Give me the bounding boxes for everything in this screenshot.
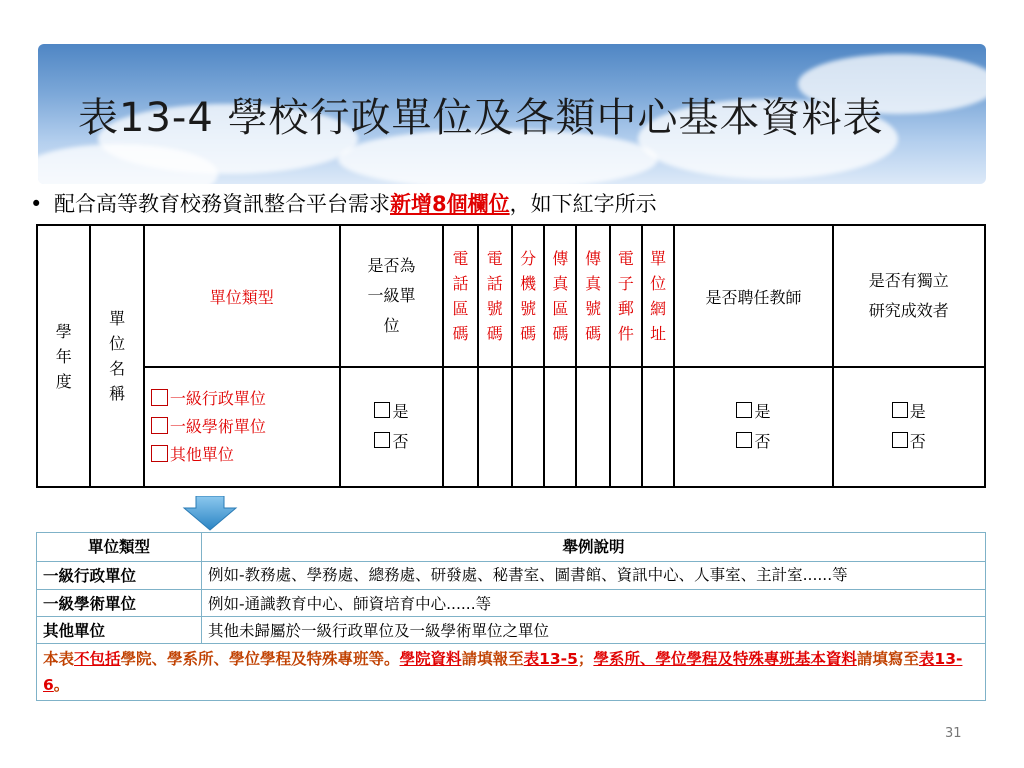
cell-extension[interactable] <box>512 367 544 487</box>
header-website: 單 位 網 址 <box>642 225 674 367</box>
header-research: 是否有獨立 研究成效者 <box>833 225 985 367</box>
cell-phone-area[interactable] <box>443 367 477 487</box>
header-first-level: 是否為 一級單 位 <box>340 225 444 367</box>
checkbox-icon[interactable] <box>151 417 168 434</box>
header-extension: 分 機 號 碼 <box>512 225 544 367</box>
header-email: 電 子 郵 件 <box>610 225 642 367</box>
checkbox-icon[interactable] <box>151 445 168 462</box>
page-number: 31 <box>945 726 962 741</box>
checkbox-icon[interactable] <box>892 432 908 448</box>
checkbox-icon[interactable] <box>374 432 390 448</box>
header-phone-number: 電 話 號 碼 <box>478 225 512 367</box>
cell-fax-number[interactable] <box>576 367 609 487</box>
bullet-highlight: 新增8個欄位 <box>390 192 510 216</box>
option-academic[interactable]: 一級學術單位 <box>151 413 339 441</box>
cell-website[interactable] <box>642 367 674 487</box>
research-choice <box>833 367 985 487</box>
header-fax-number: 傳 真 號 碼 <box>576 225 609 367</box>
table-row: 一級行政單位 例如-教務處、學務處、總務處、研發處、秘書室、圖書館、資訊中心、人事室、主計室......等 <box>37 562 986 590</box>
header-unit-type: 單位類型 <box>144 225 340 367</box>
option-yes[interactable]: 是 <box>341 397 443 427</box>
header-unit-name: 單 位 名 稱 <box>90 225 143 487</box>
header-unit-type: 單位類型 <box>37 533 202 562</box>
table-row: 一級學術單位 例如-通識教育中心、師資培育中心......等 <box>37 590 986 617</box>
header-phone-area: 電 話 區 碼 <box>443 225 477 367</box>
bullet-line <box>30 188 657 218</box>
checkbox-icon[interactable] <box>151 389 168 406</box>
table-row: 其他單位 其他未歸屬於一級行政單位及一級學術單位之單位 <box>37 617 986 644</box>
example-table <box>36 532 986 701</box>
option-no[interactable]: 否 <box>341 427 443 457</box>
cell-fax-area[interactable] <box>544 367 576 487</box>
checkbox-icon[interactable] <box>374 402 390 418</box>
teacher-choice <box>674 367 832 487</box>
header-teacher: 是否聘任教師 <box>674 225 832 367</box>
first-level-choice <box>340 367 444 487</box>
unit-type-options <box>144 367 340 487</box>
header-year: 學 年 度 <box>37 225 90 487</box>
cell-email[interactable] <box>610 367 642 487</box>
header-fax-area: 傳 真 區 碼 <box>544 225 576 367</box>
page-title: 表13-4 學校行政單位及各類中心基本資料表 <box>78 95 884 141</box>
option-yes[interactable]: 是 <box>675 397 831 427</box>
checkbox-icon[interactable] <box>736 402 752 418</box>
cell-phone-number[interactable] <box>478 367 512 487</box>
checkbox-icon[interactable] <box>736 432 752 448</box>
option-yes[interactable]: 是 <box>834 397 984 427</box>
option-other[interactable]: 其他單位 <box>151 441 339 469</box>
note-row <box>37 644 986 701</box>
basic-data-table <box>36 224 986 488</box>
title-banner <box>38 44 986 184</box>
bullet-suffix: ，如下紅字所示 <box>509 192 657 216</box>
down-arrow-icon <box>182 496 238 532</box>
bullet-prefix: 配合高等教育校務資訊整合平台需求 <box>54 192 390 216</box>
option-no[interactable]: 否 <box>675 427 831 457</box>
option-admin[interactable]: 一級行政單位 <box>151 385 339 413</box>
bullet-dot: • <box>30 192 43 216</box>
option-no[interactable]: 否 <box>834 427 984 457</box>
header-description: 舉例說明 <box>202 533 986 562</box>
checkbox-icon[interactable] <box>892 402 908 418</box>
note-text: 本表不包括學院、學系所、學位學程及特殊專班等。學院資料請填報至表13-5；學系所、學位學程及特殊專班基本資料請填寫至表13-6。 <box>37 644 986 701</box>
